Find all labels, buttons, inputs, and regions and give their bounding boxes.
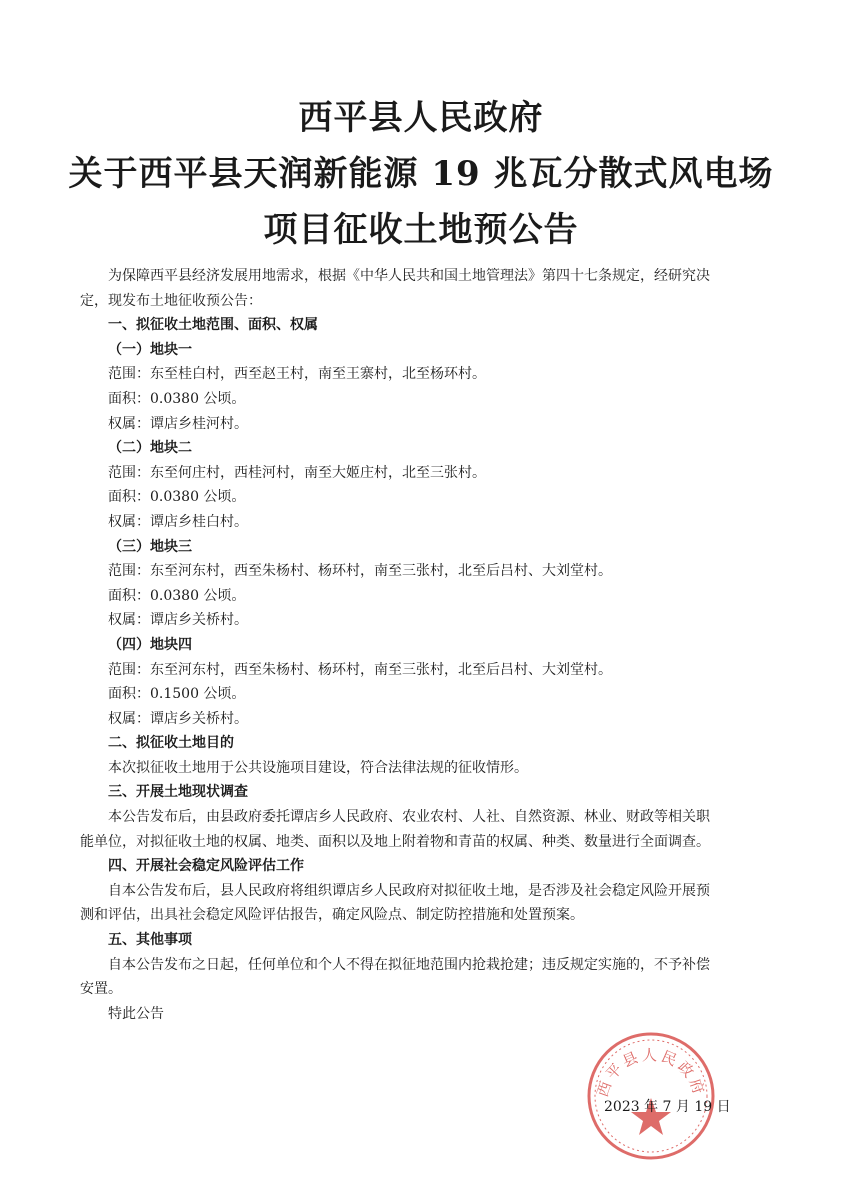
intro-paragraph-line-2: 定，现发布土地征收预公告： xyxy=(80,292,262,309)
closing-text: 特此公告 xyxy=(108,1005,164,1022)
plot-3-area: 面积：0.0380 公顷。 xyxy=(108,587,246,604)
plot-4-owner: 权属：谭店乡关桥村。 xyxy=(108,710,248,727)
section-5-body-line-2: 安置。 xyxy=(80,981,122,998)
plot-4-name: （四）地块四 xyxy=(108,636,192,653)
section-4-heading: 四、开展社会稳定风险评估工作 xyxy=(108,858,304,875)
intro-paragraph-line-1: 为保障西平县经济发展用地需求，根据《中华人民共和国土地管理法》第四十七条规定，经研究决 xyxy=(108,268,710,284)
section-5-body-line-1: 自本公告发布之日起，任何单位和个人不得在拟征地范围内抢栽抢建；违反规定实施的，不予补偿 xyxy=(108,956,710,973)
section-5-heading: 五、其他事项 xyxy=(108,932,192,949)
plot-3-name: （三）地块三 xyxy=(108,538,192,555)
plot-3-range: 范围：东至河东村，西至朱杨村、杨环村，南至三张村，北至后吕村、大刘堂村。 xyxy=(108,563,612,580)
title-line-1: 西平县人民政府 xyxy=(298,98,544,138)
section-3-body-line-1: 本公告发布后，由县政府委托谭店乡人民政府、农业农村、人社、自然资源、林业、财政等相关职 xyxy=(108,809,710,826)
section-3-body-line-2: 能单位，对拟征收土地的权属、地类、面积以及地上附着物和青苗的权属、种类、数量进行全面调查。 xyxy=(80,833,710,850)
plot-2-range: 范围：东至何庄村，西桂河村，南至大姬庄村，北至三张村。 xyxy=(108,464,486,481)
document-body xyxy=(80,264,766,1026)
plot-2-owner: 权属：谭店乡桂白村。 xyxy=(108,513,248,530)
plot-1-name: （一）地块一 xyxy=(108,341,192,358)
plot-4-range: 范围：东至河东村，西至朱杨村、杨环村，南至三张村，北至后吕村、大刘堂村。 xyxy=(108,661,612,678)
plot-2-area: 面积：0.0380 公顷。 xyxy=(108,489,246,506)
seal-text: 西平县人民政府 xyxy=(593,1046,709,1100)
plot-1-range: 范围：东至桂白村，西至赵王村，南至王寨村，北至杨环村。 xyxy=(108,366,486,383)
section-2-heading: 二、拟征收土地目的 xyxy=(108,735,234,752)
document-title xyxy=(0,90,842,258)
section-1-heading: 一、拟征收土地范围、面积、权属 xyxy=(108,317,318,334)
section-4-body-line-2: 测和评估，出具社会稳定风险评估报告，确定风险点、制定防控措施和处置预案。 xyxy=(80,907,584,924)
plot-1-owner: 权属：谭店乡桂河村。 xyxy=(108,415,248,432)
plot-2-name: （二）地块二 xyxy=(108,440,192,457)
issue-date: 2023 年 7 月 19 日 xyxy=(604,1099,731,1115)
title-line-3: 项目征收土地预公告 xyxy=(263,210,579,250)
plot-1-area: 面积：0.0380 公顷。 xyxy=(108,390,246,407)
section-4-body-line-1: 自本公告发布后，县人民政府将组织谭店乡人民政府对拟征收土地，是否涉及社会稳定风险开展预 xyxy=(108,882,710,899)
plot-3-owner: 权属：谭店乡关桥村。 xyxy=(108,612,248,629)
title-line-2: 关于西平县天润新能源 19 兆瓦分散式风电场 xyxy=(68,154,774,194)
official-seal xyxy=(585,1030,717,1162)
section-2-body: 本次拟征收土地用于公共设施项目建设，符合法律法规的征收情形。 xyxy=(108,759,528,776)
section-3-heading: 三、开展土地现状调查 xyxy=(108,784,248,801)
plot-4-area: 面积：0.1500 公顷。 xyxy=(108,686,246,703)
